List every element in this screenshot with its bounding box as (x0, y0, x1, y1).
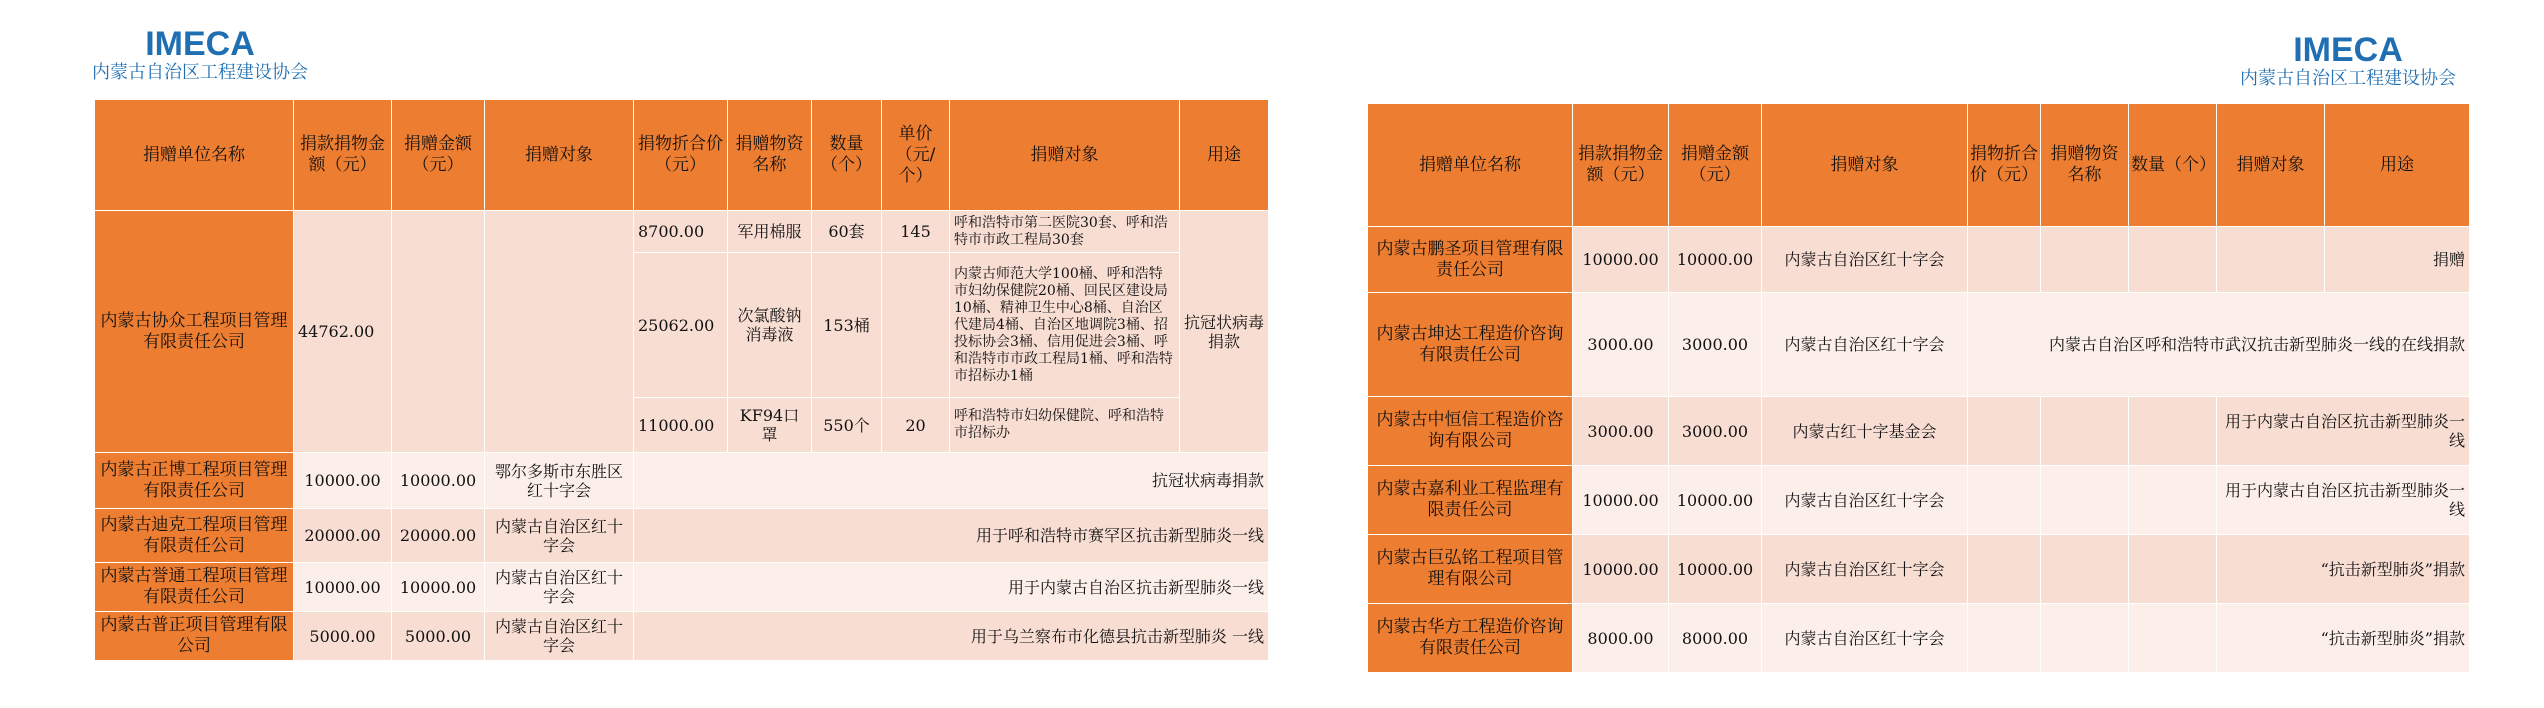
col-header: 用途 (1180, 100, 1269, 211)
imeca-logo-left (92, 26, 308, 84)
donor-name-cell: 内蒙古正博工程项目管理有限责任公司 (95, 453, 294, 509)
table-row (95, 509, 1269, 563)
logo-brand: IMECA (2293, 31, 2403, 69)
amount-cell: 10000.00 (1669, 535, 1762, 604)
purpose-cell: 内蒙古自治区呼和浩特市武汉抗击新型肺炎一线的在线捐款 (1968, 293, 2470, 397)
target-cell: 内蒙古自治区红十字会 (1762, 227, 1968, 293)
table-header-row (1368, 104, 2470, 227)
donor-name-cell: 内蒙古嘉利业工程监理有限责任公司 (1368, 466, 1573, 535)
recipient-cell: 内蒙古师范大学100桶、呼和浩特市妇幼保健院20桶、回民区建设局10桶、精神卫生中心8桶、自治区代建局4桶、自治区地调院3桶、招投标协会3桶、信用促进会3桶、呼和浩特市市政工程局1桶、呼和浩特市招标办1桶 (950, 253, 1180, 398)
amount-cell: 3000.00 (1669, 397, 1762, 466)
target-cell (485, 211, 634, 453)
purpose-cell: 抗冠状病毒捐款 (634, 453, 1269, 509)
col-header: 捐赠单位名称 (95, 100, 294, 211)
recipient-cell: 呼和浩特市妇幼保健院、呼和浩特市招标办 (950, 398, 1180, 453)
donor-name-cell: 内蒙古鹏圣项目管理有限责任公司 (1368, 227, 1573, 293)
amount-cell: 20000.00 (392, 509, 485, 563)
table-row (95, 612, 1269, 661)
donation-table-right (1367, 103, 2470, 673)
donor-name-cell: 内蒙古华方工程造价咨询有限责任公司 (1368, 604, 1573, 673)
target-cell: 内蒙古自治区红十字会 (1762, 466, 1968, 535)
target-cell: 内蒙古自治区红十字会 (1762, 604, 1968, 673)
table-row (95, 563, 1269, 612)
amount-total-cell: 44762.00 (294, 211, 392, 453)
purpose-cell: 用于内蒙古自治区抗击新型肺炎一线 (2217, 466, 2470, 535)
purpose-cell: 用于内蒙古自治区抗击新型肺炎一线 (634, 563, 1269, 612)
col-header: 捐款捐物金额（元） (1573, 104, 1669, 227)
material-name-cell: KF94口罩 (728, 398, 812, 453)
col-header: 捐赠金额（元） (392, 100, 485, 211)
amount-total-cell: 10000.00 (1573, 227, 1669, 293)
donor-name-cell: 内蒙古迪克工程项目管理有限责任公司 (95, 509, 294, 563)
donor-name-cell: 内蒙古坤达工程造价咨询有限责任公司 (1368, 293, 1573, 397)
amount-total-cell: 3000.00 (1573, 397, 1669, 466)
amount-total-cell: 3000.00 (1573, 293, 1669, 397)
purpose-cell: 捐赠 (2325, 227, 2470, 293)
amount-total-cell: 8000.00 (1573, 604, 1669, 673)
logo-brand: IMECA (145, 25, 255, 63)
material-name-cell: 军用棉服 (728, 211, 812, 253)
goods-value-cell: 11000.00 (634, 398, 728, 453)
donor-name-cell: 内蒙古协众工程项目管理有限责任公司 (95, 211, 294, 453)
purpose-cell: “抗击新型肺炎”捐款 (2217, 604, 2470, 673)
amount-total-cell: 10000.00 (1573, 466, 1669, 535)
amount-cell: 10000.00 (1669, 466, 1762, 535)
donor-name-cell: 内蒙古誉通工程项目管理有限责任公司 (95, 563, 294, 612)
table-row (1368, 535, 2470, 604)
col-header: 用途 (2325, 104, 2470, 227)
purpose-cell: 用于呼和浩特市赛罕区抗击新型肺炎一线 (634, 509, 1269, 563)
col-header: 捐赠对象 (1762, 104, 1968, 227)
col-header: 捐物折合价（元） (634, 100, 728, 211)
amount-cell: 10000.00 (1669, 227, 1762, 293)
donation-table-left (94, 99, 1269, 661)
table-row (1368, 227, 2470, 293)
unit-price-cell: 145 (882, 211, 950, 253)
target-cell: 内蒙古自治区红十字会 (485, 509, 634, 563)
quantity-cell: 550个 (812, 398, 882, 453)
goods-value-cell: 8700.00 (634, 211, 728, 253)
amount-cell (392, 211, 485, 453)
table-header-row (95, 100, 1269, 211)
col-header: 捐赠单位名称 (1368, 104, 1573, 227)
purpose-cell: 用于内蒙古自治区抗击新型肺炎一线 (2217, 397, 2470, 466)
amount-total-cell: 5000.00 (294, 612, 392, 661)
goods-value-cell: 25062.00 (634, 253, 728, 398)
target-cell: 内蒙古红十字基金会 (1762, 397, 1968, 466)
amount-total-cell: 10000.00 (294, 563, 392, 612)
donor-name-cell: 内蒙古普正项目管理有限公司 (95, 612, 294, 661)
target-cell: 内蒙古自治区红十字会 (485, 612, 634, 661)
table-row (1368, 397, 2470, 466)
col-header: 数量（个） (812, 100, 882, 211)
amount-cell: 8000.00 (1669, 604, 1762, 673)
donor-name-cell: 内蒙古巨弘铭工程项目管理有限公司 (1368, 535, 1573, 604)
unit-price-cell (882, 253, 950, 398)
quantity-cell: 153桶 (812, 253, 882, 398)
table-row (95, 211, 1269, 253)
col-header: 捐款捐物金额（元） (294, 100, 392, 211)
col-header: 捐物折合价（元） (1968, 104, 2041, 227)
col-header: 数量（个） (2129, 104, 2217, 227)
target-cell: 内蒙古自治区红十字会 (1762, 293, 1968, 397)
logo-org-name: 内蒙古自治区工程建设协会 (92, 62, 308, 83)
table-row (1368, 293, 2470, 397)
table-row (95, 453, 1269, 509)
donor-name-cell: 内蒙古中恒信工程造价咨询有限公司 (1368, 397, 1573, 466)
purpose-cell: “抗击新型肺炎”捐款 (2217, 535, 2470, 604)
amount-cell: 10000.00 (392, 453, 485, 509)
col-header: 捐赠金额（元） (1669, 104, 1762, 227)
target-cell: 鄂尔多斯市东胜区红十字会 (485, 453, 634, 509)
target-cell: 内蒙古自治区红十字会 (1762, 535, 1968, 604)
recipient-cell: 呼和浩特市第二医院30套、呼和浩特市市政工程局30套 (950, 211, 1180, 253)
amount-cell: 10000.00 (392, 563, 485, 612)
quantity-cell: 60套 (812, 211, 882, 253)
target-cell: 内蒙古自治区红十字会 (485, 563, 634, 612)
amount-total-cell: 10000.00 (1573, 535, 1669, 604)
col-header: 捐赠对象 (485, 100, 634, 211)
table-row (1368, 604, 2470, 673)
amount-total-cell: 10000.00 (294, 453, 392, 509)
col-header: 捐赠物资名称 (728, 100, 812, 211)
amount-cell: 3000.00 (1669, 293, 1762, 397)
material-name-cell: 次氯酸钠消毒液 (728, 253, 812, 398)
amount-total-cell: 20000.00 (294, 509, 392, 563)
purpose-cell: 抗冠状病毒捐款 (1180, 211, 1269, 453)
imeca-logo-right (2240, 32, 2456, 90)
col-header: 单价（元/个） (882, 100, 950, 211)
col-header: 捐赠对象 (2217, 104, 2325, 227)
col-header: 捐赠物资名称 (2041, 104, 2129, 227)
logo-org-name: 内蒙古自治区工程建设协会 (2240, 68, 2456, 89)
amount-cell: 5000.00 (392, 612, 485, 661)
purpose-cell: 用于乌兰察布市化德县抗击新型肺炎 一线 (634, 612, 1269, 661)
col-header: 捐赠对象 (950, 100, 1180, 211)
unit-price-cell: 20 (882, 398, 950, 453)
table-row (1368, 466, 2470, 535)
